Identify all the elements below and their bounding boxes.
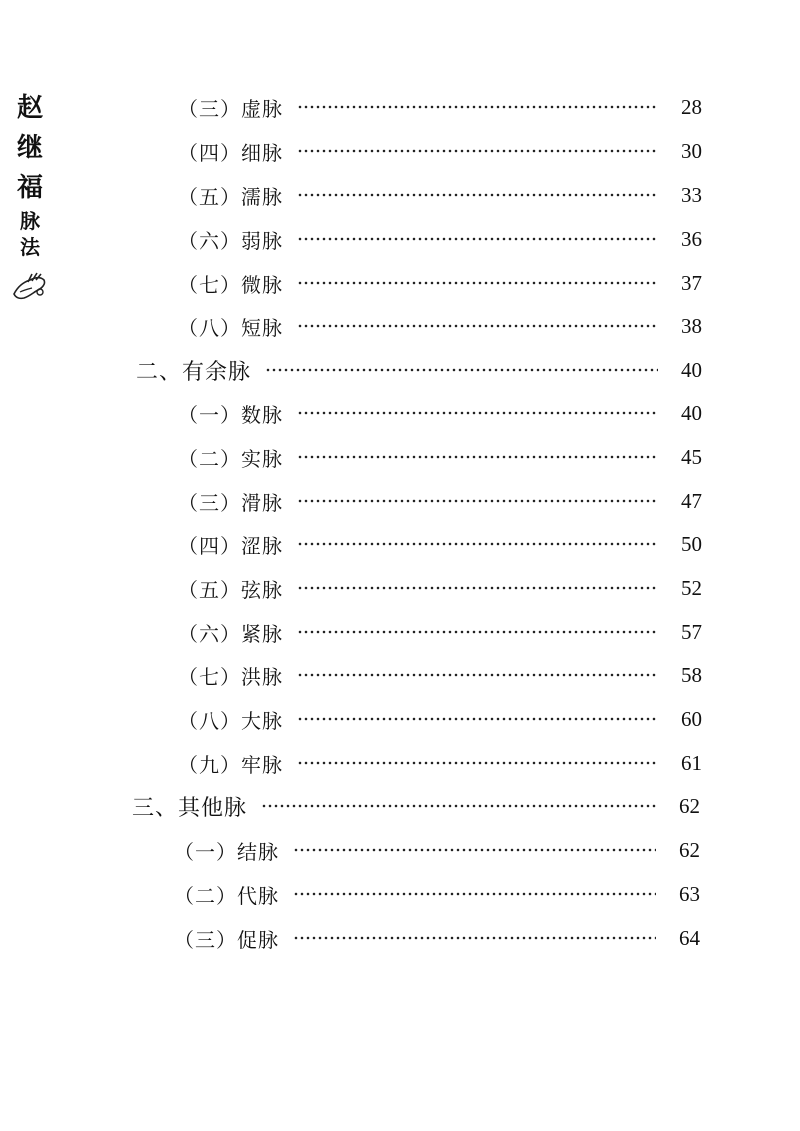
- toc-entry-label: （五）濡脉: [178, 184, 283, 209]
- toc-entry[interactable]: [178, 529, 702, 559]
- toc-entry[interactable]: [178, 398, 702, 428]
- dot-leader: [297, 105, 658, 109]
- toc-section-entry[interactable]: [132, 791, 700, 821]
- toc-entry-label: （六）弱脉: [178, 228, 283, 253]
- toc-entry-page-number: 50: [681, 531, 702, 556]
- toc-entry-label: （二）代脉: [174, 883, 279, 908]
- toc-entry-label: （三）促脉: [174, 927, 279, 952]
- toc-entry-label: （四）细脉: [178, 140, 283, 165]
- toc-entry[interactable]: [174, 923, 700, 953]
- book-title-sidebar: [10, 88, 50, 302]
- dot-leader: [297, 237, 658, 241]
- toc-entry-label: （二）实脉: [178, 446, 283, 471]
- dot-leader: [297, 630, 658, 634]
- dot-leader: [297, 455, 658, 459]
- toc-entry-label: （五）弦脉: [178, 577, 283, 602]
- toc-entry[interactable]: [174, 835, 700, 865]
- dot-leader: [297, 193, 658, 197]
- dot-leader: [293, 892, 656, 896]
- toc-entry-page-number: 63: [679, 881, 700, 906]
- dot-leader: [261, 804, 656, 808]
- toc-entry[interactable]: [178, 573, 702, 603]
- toc-entry-page-number: 45: [681, 444, 702, 469]
- toc-entry-page-number: 40: [681, 400, 702, 425]
- toc-entry-page-number: 61: [681, 750, 702, 775]
- toc-entry-label: （九）牢脉: [178, 752, 283, 777]
- book-title-char: 赵: [16, 93, 43, 123]
- toc-entry-label: （八）大脉: [178, 708, 283, 733]
- book-title-char: 福: [16, 173, 43, 203]
- toc-section-entry[interactable]: [136, 355, 702, 385]
- toc-entry-page-number: 64: [679, 925, 700, 950]
- toc-entry[interactable]: [178, 442, 702, 472]
- toc-entry-label: （一）数脉: [178, 402, 283, 427]
- toc-entry[interactable]: [178, 136, 702, 166]
- toc-entry-page-number: 30: [681, 138, 702, 163]
- dot-leader: [297, 324, 658, 328]
- dot-leader: [297, 281, 658, 285]
- toc-entry-page-number: 28: [681, 94, 702, 119]
- dot-leader: [297, 717, 658, 721]
- dot-leader: [297, 499, 658, 503]
- toc-entry-page-number: 57: [681, 619, 702, 644]
- toc-entry-label: （六）紧脉: [178, 621, 283, 646]
- toc-entry[interactable]: [178, 268, 702, 298]
- book-subtitle-char: 脉: [20, 209, 40, 233]
- toc-entry-page-number: 37: [681, 270, 702, 295]
- toc-entry[interactable]: [174, 879, 700, 909]
- toc-entry-page-number: 36: [681, 226, 702, 251]
- toc-entry-label: （四）涩脉: [178, 533, 283, 558]
- dot-leader: [297, 542, 658, 546]
- toc-entry-label: （一）结脉: [174, 839, 279, 864]
- toc-entry-label: 三、其他脉: [132, 795, 248, 821]
- dot-leader: [297, 673, 658, 677]
- toc-entry[interactable]: [178, 748, 702, 778]
- toc-entry[interactable]: [178, 660, 702, 690]
- dot-leader: [293, 936, 656, 940]
- toc-entry[interactable]: [178, 311, 702, 341]
- dot-leader: [265, 368, 658, 372]
- toc-entry-page-number: 52: [681, 575, 702, 600]
- toc-entry-page-number: 38: [681, 313, 702, 338]
- book-subtitle-char: 法: [20, 235, 40, 259]
- toc-entry-page-number: 40: [681, 357, 702, 382]
- toc-entry-page-number: 60: [681, 706, 702, 731]
- toc-entry[interactable]: [178, 92, 702, 122]
- toc-entry-label: （七）洪脉: [178, 664, 283, 689]
- dot-leader: [293, 848, 656, 852]
- dot-leader: [297, 586, 658, 590]
- toc-entry[interactable]: [178, 180, 702, 210]
- toc-entry-label: 二、有余脉: [136, 359, 252, 385]
- dot-leader: [297, 149, 658, 153]
- book-title-char: 继: [16, 133, 43, 163]
- dot-leader: [297, 761, 658, 765]
- toc-entry-page-number: 47: [681, 488, 702, 513]
- toc-entry-page-number: 33: [681, 182, 702, 207]
- toc-entry[interactable]: [178, 704, 702, 734]
- toc-entry-label: （七）微脉: [178, 272, 283, 297]
- toc-entry-page-number: 62: [679, 837, 700, 862]
- toc-entry[interactable]: [178, 224, 702, 254]
- dot-leader: [297, 411, 658, 415]
- toc-entry[interactable]: [178, 486, 702, 516]
- toc-entry-label: （三）虚脉: [178, 96, 283, 121]
- toc-entry-page-number: 58: [681, 662, 702, 687]
- toc-entry-label: （八）短脉: [178, 315, 283, 340]
- toc-entry[interactable]: [178, 617, 702, 647]
- toc-entry-page-number: 62: [679, 793, 700, 818]
- hand-pulse-icon: [10, 268, 50, 302]
- toc-entry-label: （三）滑脉: [178, 490, 283, 515]
